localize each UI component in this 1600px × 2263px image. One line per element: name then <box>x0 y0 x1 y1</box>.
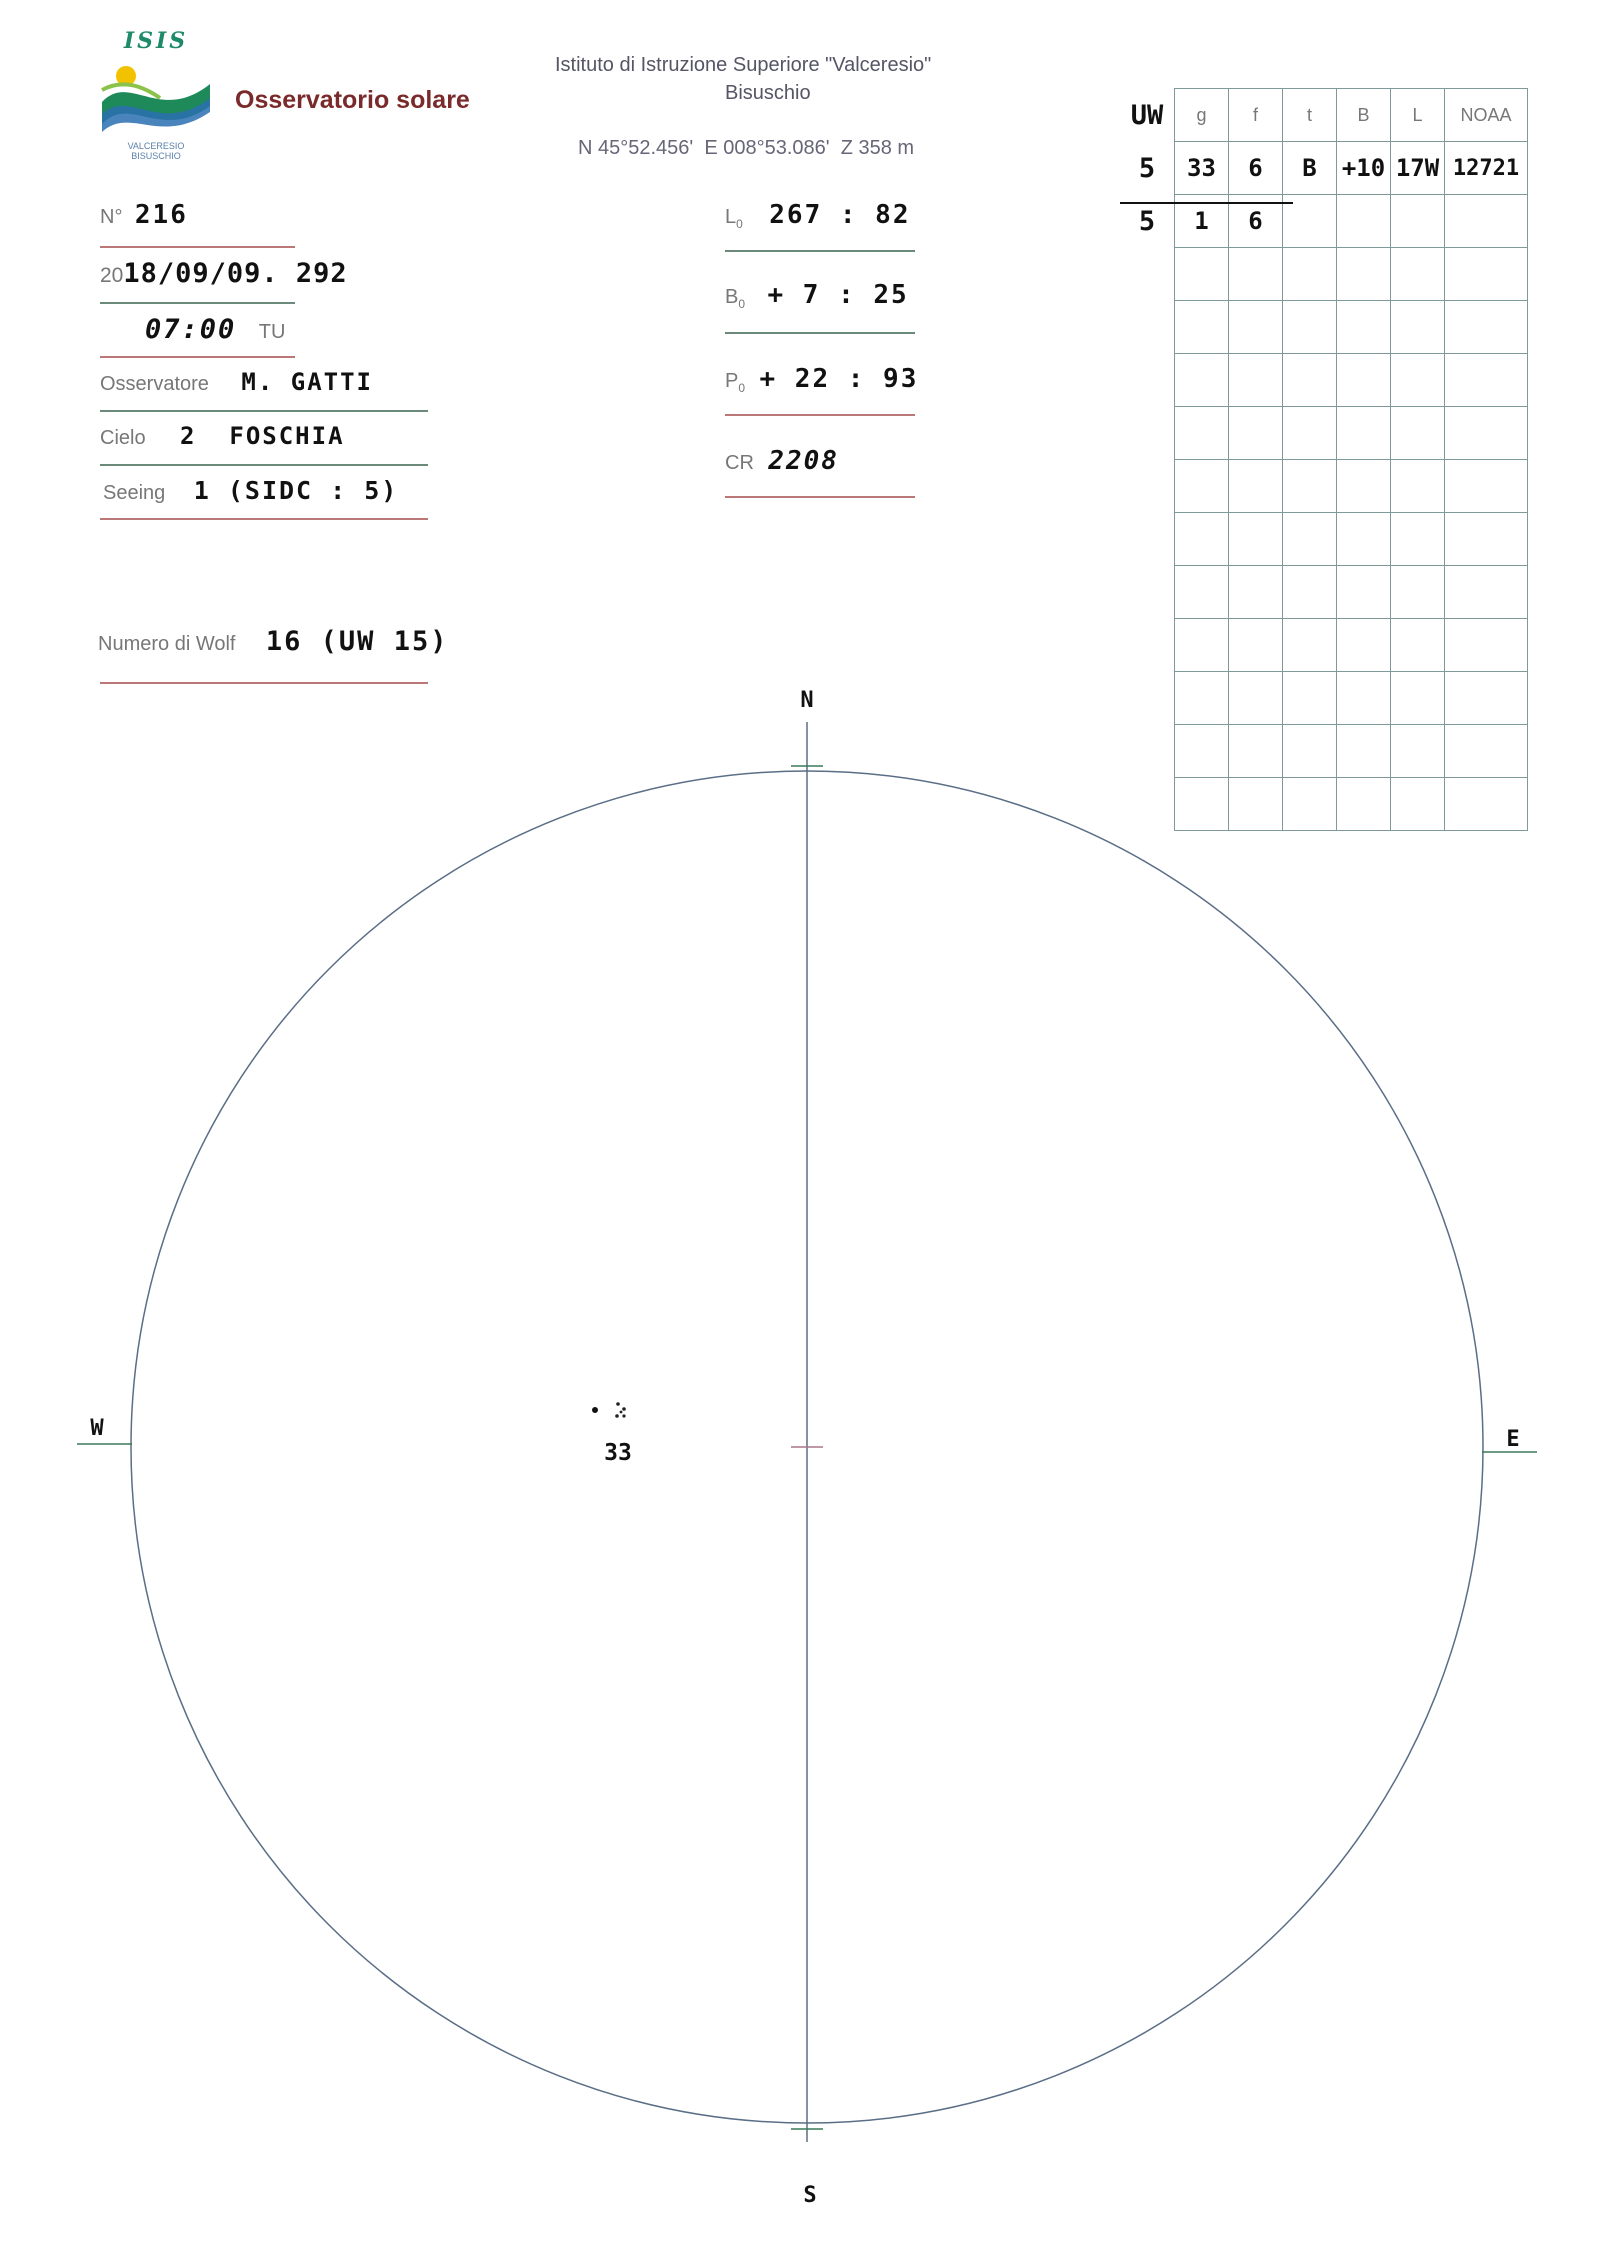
table-cell-noaa <box>1445 354 1528 407</box>
table-cell-b <box>1337 248 1391 301</box>
divider <box>100 302 295 304</box>
sunspot <box>616 1402 620 1406</box>
table-cell-b <box>1337 301 1391 354</box>
table-row <box>1120 354 1528 407</box>
institute-town: Bisuschio <box>725 82 811 104</box>
sunspot <box>615 1414 619 1418</box>
divider <box>725 496 915 498</box>
record-observer <box>100 368 373 396</box>
divider <box>725 414 915 416</box>
table-cell-t <box>1283 566 1337 619</box>
table-cell-g: 1 <box>1175 195 1229 248</box>
divider <box>100 464 428 466</box>
ephemeris-b0-label: $B_0$ <box>725 286 746 311</box>
record-time-unit: TU <box>258 321 286 343</box>
ephemeris-cr-label: CR <box>725 452 754 474</box>
table-cell-b <box>1337 513 1391 566</box>
table-cell-f <box>1229 513 1283 566</box>
table-cell-b <box>1337 460 1391 513</box>
table-cell-g <box>1175 248 1229 301</box>
table-cell-noaa <box>1445 460 1528 513</box>
observatory-title: Osservatorio solare <box>235 86 470 114</box>
west-label: W <box>90 1416 104 1441</box>
south-label: S <box>803 2183 817 2208</box>
sunspot <box>622 1414 625 1417</box>
table-cell-uw <box>1120 407 1175 460</box>
north-label: N <box>800 688 814 713</box>
divider <box>725 250 915 252</box>
table-cell-t <box>1283 248 1337 301</box>
table-cell-f <box>1229 407 1283 460</box>
ephemeris-b0-value: + 7 : 25 <box>767 280 909 310</box>
record-date-value: 18/09/09. 292 <box>123 258 348 289</box>
table-cell-g: 33 <box>1175 142 1229 195</box>
sunspot <box>622 1407 626 1411</box>
sunspot <box>592 1407 598 1413</box>
record-wolf <box>98 626 448 657</box>
record-time-value: 07:00 <box>145 314 237 345</box>
table-cell-t <box>1283 301 1337 354</box>
table-cell-noaa <box>1445 513 1528 566</box>
table-cell-t <box>1283 407 1337 460</box>
record-date-prefix: 20 <box>100 264 124 287</box>
record-seeing <box>103 476 398 505</box>
ephemeris-p0-label: $P_0$ <box>725 370 746 395</box>
solar-disk-chart <box>0 660 1600 2260</box>
table-header-g: g <box>1175 89 1229 142</box>
table-header-row <box>1120 89 1528 142</box>
table-cell-l <box>1391 354 1445 407</box>
table-row <box>1120 566 1528 619</box>
logo-line-2: BISUSCHIO <box>131 151 181 161</box>
table-cell-uw: 5 <box>1120 142 1175 195</box>
table-cell-g <box>1175 301 1229 354</box>
table-cell-b <box>1337 407 1391 460</box>
table-cell-f <box>1229 248 1283 301</box>
table-cell-uw: 5 <box>1120 195 1175 248</box>
table-cell-b <box>1337 566 1391 619</box>
logo-line-1: VALCERESIO <box>127 141 185 151</box>
institute-name: Istituto di Istruzione Superiore "Valceresio" <box>555 54 932 76</box>
table-cell-noaa <box>1445 195 1528 248</box>
table-cell-l <box>1391 513 1445 566</box>
table-header-l: L <box>1391 89 1445 142</box>
table-cell-l: 17W <box>1391 142 1445 195</box>
table-cell-g <box>1175 566 1229 619</box>
table-cell-f: 6 <box>1229 142 1283 195</box>
table-header-t: t <box>1283 89 1337 142</box>
table-row <box>1120 142 1528 195</box>
record-time <box>145 314 285 345</box>
table-cell-noaa <box>1445 301 1528 354</box>
record-sky-value: 2 FOSCHIA <box>180 422 345 450</box>
table-cell-f <box>1229 566 1283 619</box>
table-cell-g <box>1175 407 1229 460</box>
table-cell-l <box>1391 407 1445 460</box>
ephemeris-b0 <box>725 280 909 311</box>
record-seeing-value: 1 (SIDC : 5) <box>193 476 399 505</box>
table-cell-uw <box>1120 248 1175 301</box>
table-cell-t <box>1283 354 1337 407</box>
record-number-label: N° <box>100 206 123 228</box>
table-cell-b: +10 <box>1337 142 1391 195</box>
logo-wave-icon <box>100 54 212 136</box>
table-row <box>1120 301 1528 354</box>
table-cell-f <box>1229 354 1283 407</box>
table-row <box>1120 407 1528 460</box>
table-cell-t <box>1283 460 1337 513</box>
logo <box>100 28 212 160</box>
record-sky-label: Cielo <box>100 427 146 449</box>
table-header-noaa: NOAA <box>1445 89 1528 142</box>
ephemeris-cr-value: 2208 <box>768 446 839 476</box>
table-cell-noaa <box>1445 566 1528 619</box>
record-wolf-label: Numero di Wolf <box>98 633 236 655</box>
divider <box>100 356 295 358</box>
ephemeris-cr <box>725 446 839 476</box>
divider <box>100 410 428 412</box>
table-cell-uw <box>1120 513 1175 566</box>
table-cell-g <box>1175 513 1229 566</box>
table-cell-t <box>1283 513 1337 566</box>
ephemeris-p0 <box>725 364 918 395</box>
record-observer-label: Osservatore <box>100 373 209 395</box>
ephemeris-p0-value: + 22 : 93 <box>759 364 919 394</box>
table-cell-uw <box>1120 354 1175 407</box>
table-header-b: B <box>1337 89 1391 142</box>
table-cell-uw <box>1120 566 1175 619</box>
logo-mark: ISIS <box>123 28 189 54</box>
sunspot <box>620 1411 623 1414</box>
table-cell-t: B <box>1283 142 1337 195</box>
record-wolf-value: 16 (UW 15) <box>265 626 449 657</box>
record-date <box>100 258 348 289</box>
table-cell-uw <box>1120 301 1175 354</box>
table-first-row-underline <box>1120 202 1293 204</box>
table-row <box>1120 460 1528 513</box>
table-cell-b <box>1337 195 1391 248</box>
ephemeris-l0 <box>725 200 911 231</box>
table-cell-uw <box>1120 460 1175 513</box>
table-header-f: f <box>1229 89 1283 142</box>
record-observer-value: M. GATTI <box>241 368 373 396</box>
record-sky <box>100 422 345 450</box>
sunspot-group-label: 33 <box>604 1440 632 1466</box>
table-row <box>1120 513 1528 566</box>
table-cell-b <box>1337 354 1391 407</box>
site-coordinates: N 45°52.456' E 008°53.086' Z 358 m <box>578 137 915 159</box>
ephemeris-l0-value: 267 : 82 <box>769 200 911 230</box>
ephemeris-l0-label: $L_0$ <box>725 206 743 231</box>
divider <box>100 246 295 248</box>
table-cell-f <box>1229 301 1283 354</box>
table-cell-g <box>1175 354 1229 407</box>
table-header-uw: UW <box>1120 89 1175 142</box>
table-cell-noaa <box>1445 248 1528 301</box>
table-cell-l <box>1391 195 1445 248</box>
table-cell-l <box>1391 460 1445 513</box>
record-number-value: 216 <box>134 200 188 230</box>
divider <box>725 332 915 334</box>
east-label: E <box>1506 1427 1520 1452</box>
table-cell-noaa <box>1445 407 1528 460</box>
table-row <box>1120 248 1528 301</box>
record-number <box>100 200 188 230</box>
table-cell-f <box>1229 460 1283 513</box>
table-cell-l <box>1391 248 1445 301</box>
record-seeing-label: Seeing <box>103 482 166 504</box>
table-cell-noaa: 12721 <box>1445 142 1528 195</box>
divider <box>100 518 428 520</box>
table-cell-g <box>1175 460 1229 513</box>
table-cell-l <box>1391 301 1445 354</box>
table-cell-f: 6 <box>1229 195 1283 248</box>
table-cell-l <box>1391 566 1445 619</box>
